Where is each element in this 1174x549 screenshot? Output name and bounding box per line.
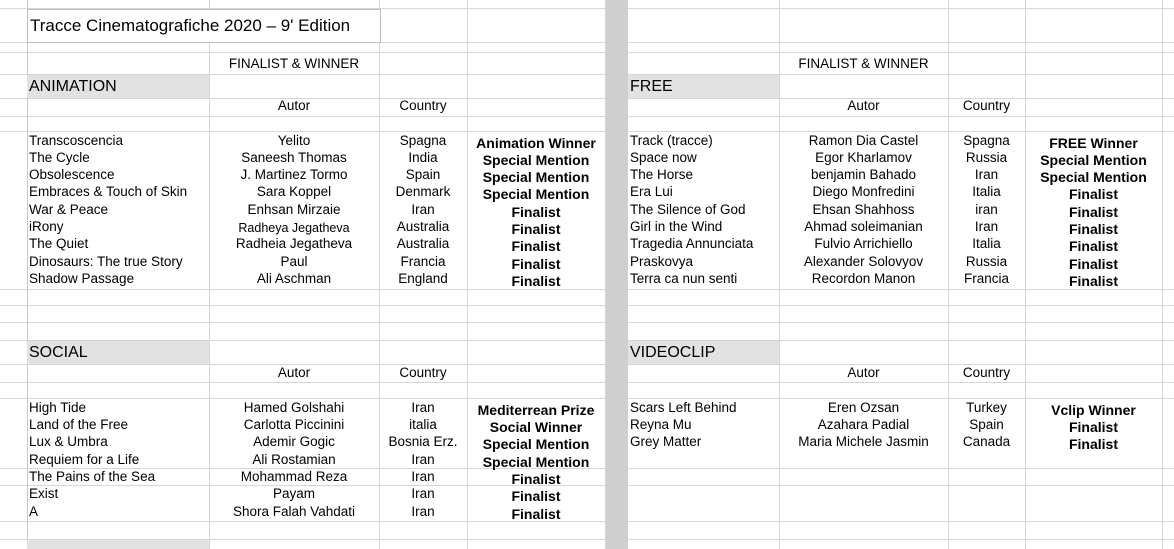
- country-cell[interactable]: Spagna: [399, 133, 447, 148]
- film-cell[interactable]: Requiem for a Life: [29, 452, 140, 467]
- country-cell[interactable]: Iran: [411, 452, 435, 467]
- result-cell[interactable]: Special Mention: [482, 186, 590, 202]
- country-cell[interactable]: Spain: [405, 167, 441, 182]
- result-cell[interactable]: Special Mention: [482, 169, 590, 185]
- row-gridline: [0, 322, 1174, 323]
- result-cell[interactable]: Finalist: [1068, 419, 1118, 435]
- country-column-header: Country: [962, 365, 1011, 380]
- film-cell[interactable]: War & Peace: [29, 202, 109, 217]
- country-cell[interactable]: Iran: [974, 167, 999, 182]
- country-cell[interactable]: Australia: [396, 236, 450, 251]
- result-cell[interactable]: Finalist: [511, 256, 561, 272]
- autor-cell[interactable]: Radheia Jegatheva: [235, 236, 353, 251]
- result-cell[interactable]: Vclip Winner: [1051, 402, 1136, 418]
- autor-cell[interactable]: Alexander Solovyov: [803, 254, 924, 269]
- autor-cell[interactable]: Recordon Manon: [811, 271, 916, 286]
- column-gridline: [1162, 0, 1163, 549]
- autor-cell[interactable]: Hamed Golshahi: [243, 400, 345, 415]
- film-cell[interactable]: Dinosaurs: The true Story: [29, 254, 183, 269]
- autor-cell[interactable]: Ademir Gogic: [253, 434, 335, 449]
- country-cell[interactable]: Iran: [411, 469, 435, 484]
- film-cell[interactable]: Shadow Passage: [29, 271, 135, 286]
- result-cell[interactable]: Social Winner: [489, 419, 583, 435]
- country-cell[interactable]: iran: [975, 202, 998, 217]
- result-cell[interactable]: Mediterrean Prize: [477, 402, 595, 418]
- film-cell[interactable]: Reyna Mu: [630, 417, 692, 432]
- result-cell[interactable]: Animation Winner: [476, 135, 596, 151]
- film-cell[interactable]: Era Lui: [630, 184, 673, 199]
- result-cell[interactable]: Finalist: [1068, 436, 1118, 452]
- film-cell[interactable]: Tragedia Annunciata: [630, 236, 754, 251]
- autor-cell[interactable]: Egor Kharlamov: [815, 150, 912, 165]
- result-cell[interactable]: Special Mention: [1040, 152, 1147, 168]
- row-gridline: [0, 52, 1174, 53]
- film-cell[interactable]: Exist: [29, 486, 59, 501]
- autor-cell[interactable]: Shora Falah Vahdati: [232, 504, 356, 519]
- autor-cell[interactable]: Payam: [272, 486, 316, 501]
- result-cell[interactable]: Finalist: [1068, 186, 1118, 202]
- country-cell[interactable]: Bosnia Erz.: [388, 434, 458, 449]
- result-cell[interactable]: Special Mention: [482, 436, 590, 452]
- result-cell[interactable]: Special Mention: [482, 454, 590, 470]
- country-column-header: Country: [399, 98, 447, 113]
- autor-column-header: Autor: [847, 365, 880, 380]
- film-cell[interactable]: Land of the Free: [29, 417, 129, 432]
- country-cell[interactable]: Iran: [411, 504, 435, 519]
- film-cell[interactable]: Track (tracce): [630, 133, 713, 148]
- autor-column-header: Autor: [277, 98, 311, 113]
- animation-section-title: ANIMATION: [29, 78, 117, 95]
- film-cell[interactable]: The Silence of God: [630, 202, 746, 217]
- country-cell[interactable]: Iran: [974, 219, 999, 234]
- autor-cell[interactable]: benjamin Bahado: [810, 167, 917, 182]
- country-cell[interactable]: Italia: [972, 236, 1001, 251]
- film-cell[interactable]: The Horse: [630, 167, 694, 182]
- videoclip-section-title: VIDEOCLIP: [630, 344, 716, 361]
- autor-cell[interactable]: Enhsan Mirzaie: [247, 202, 341, 217]
- result-cell[interactable]: Finalist: [511, 221, 561, 237]
- autor-cell[interactable]: Sara Koppel: [256, 184, 332, 199]
- country-cell[interactable]: Russia: [965, 150, 1008, 165]
- country-cell[interactable]: Francia: [963, 271, 1009, 286]
- country-cell[interactable]: Turkey: [966, 400, 1007, 415]
- country-cell[interactable]: Canada: [962, 434, 1011, 449]
- country-cell[interactable]: Russia: [965, 254, 1008, 269]
- autor-cell[interactable]: Saneesh Thomas: [241, 150, 347, 165]
- autor-cell[interactable]: Eren Ozsan: [827, 400, 900, 415]
- film-cell[interactable]: The Quiet: [29, 236, 89, 251]
- film-cell[interactable]: The Pains of the Sea: [29, 469, 156, 484]
- autor-cell[interactable]: Ehsan Shahhoss: [812, 202, 915, 217]
- film-cell[interactable]: High Tide: [29, 400, 87, 415]
- country-cell[interactable]: Italia: [972, 184, 1001, 199]
- film-cell[interactable]: Lux & Umbra: [29, 434, 108, 449]
- autor-cell[interactable]: Radheya Jegatheva: [238, 221, 350, 235]
- film-cell[interactable]: Obsolescence: [29, 167, 115, 182]
- film-cell[interactable]: Space now: [630, 150, 697, 165]
- result-cell[interactable]: Special Mention: [1040, 169, 1147, 185]
- country-cell[interactable]: Australia: [396, 219, 450, 234]
- result-cell[interactable]: Finalist: [1068, 204, 1118, 220]
- autor-cell[interactable]: Ramon Dia Castel: [808, 133, 919, 148]
- result-cell[interactable]: Finalist: [511, 204, 561, 220]
- autor-cell[interactable]: Azahara Padial: [817, 417, 910, 432]
- result-cell[interactable]: Finalist: [511, 238, 561, 254]
- next-header-band: [27, 540, 209, 549]
- result-cell[interactable]: Finalist: [1068, 221, 1118, 237]
- autor-cell[interactable]: Diego Monfredini: [812, 184, 915, 199]
- country-cell[interactable]: Francia: [400, 254, 446, 269]
- result-cell[interactable]: FREE Winner: [1049, 135, 1138, 151]
- result-cell[interactable]: Finalist: [1068, 273, 1118, 289]
- film-cell[interactable]: Grey Matter: [630, 434, 702, 449]
- autor-column-header: Autor: [277, 365, 311, 380]
- result-cell[interactable]: Finalist: [511, 273, 561, 289]
- country-cell[interactable]: Iran: [411, 202, 435, 217]
- freeze-pane-divider[interactable]: [606, 0, 628, 549]
- film-cell[interactable]: Terra ca nun senti: [630, 271, 738, 286]
- country-cell[interactable]: Spagna: [963, 133, 1010, 148]
- film-cell[interactable]: Transcoscencia: [29, 133, 124, 148]
- film-cell[interactable]: A: [29, 504, 39, 519]
- autor-cell[interactable]: Ali Rostamian: [252, 452, 336, 467]
- country-cell[interactable]: England: [398, 271, 448, 286]
- row-gridline: [0, 382, 1174, 383]
- autor-column-header: Autor: [847, 98, 880, 113]
- film-cell[interactable]: Girl in the Wind: [630, 219, 723, 234]
- film-cell[interactable]: The Cycle: [29, 150, 90, 165]
- autor-cell[interactable]: Maria Michele Jasmin: [798, 434, 929, 449]
- page-title: Tracce Cinematografiche 2020 – 9' Edition: [30, 16, 351, 35]
- autor-cell[interactable]: Yelito: [277, 133, 311, 148]
- autor-cell[interactable]: Carlotta Piccinini: [243, 417, 345, 432]
- country-column-header: Country: [399, 365, 447, 380]
- country-cell[interactable]: Iran: [411, 486, 435, 501]
- country-cell[interactable]: India: [408, 150, 438, 165]
- result-cell[interactable]: Finalist: [511, 488, 561, 504]
- finalist-winner-header-left: FINALIST & WINNER: [228, 56, 360, 71]
- film-cell[interactable]: Embraces & Touch of Skin: [29, 184, 188, 199]
- result-cell[interactable]: Finalist: [1068, 256, 1118, 272]
- result-cell[interactable]: Finalist: [1068, 238, 1118, 254]
- result-cell[interactable]: Special Mention: [482, 152, 590, 168]
- row-gridline: [0, 305, 1174, 306]
- film-cell[interactable]: Praskovya: [630, 254, 694, 269]
- country-cell[interactable]: italia: [409, 417, 437, 432]
- autor-cell[interactable]: Paul: [280, 254, 308, 269]
- social-section-title: SOCIAL: [29, 344, 88, 361]
- autor-cell[interactable]: Ali Aschman: [256, 271, 332, 286]
- autor-cell[interactable]: Mohammad Reza: [240, 469, 348, 484]
- autor-cell[interactable]: Ahmad soleimanian: [804, 219, 923, 234]
- result-cell[interactable]: Finalist: [511, 506, 561, 522]
- autor-cell[interactable]: J. Martinez Tormo: [240, 167, 348, 182]
- film-cell[interactable]: Scars Left Behind: [630, 400, 737, 415]
- country-cell[interactable]: Iran: [411, 400, 435, 415]
- finalist-winner-header-right: FINALIST & WINNER: [798, 56, 929, 71]
- free-section-title: FREE: [630, 78, 673, 95]
- result-cell[interactable]: Finalist: [511, 471, 561, 487]
- country-cell[interactable]: Denmark: [395, 184, 451, 199]
- row-gridline: [0, 116, 1174, 117]
- autor-cell[interactable]: Fulvio Arrichiello: [814, 236, 913, 251]
- country-column-header: Country: [962, 98, 1011, 113]
- country-cell[interactable]: Spain: [969, 417, 1004, 432]
- film-cell[interactable]: iRony: [29, 219, 64, 234]
